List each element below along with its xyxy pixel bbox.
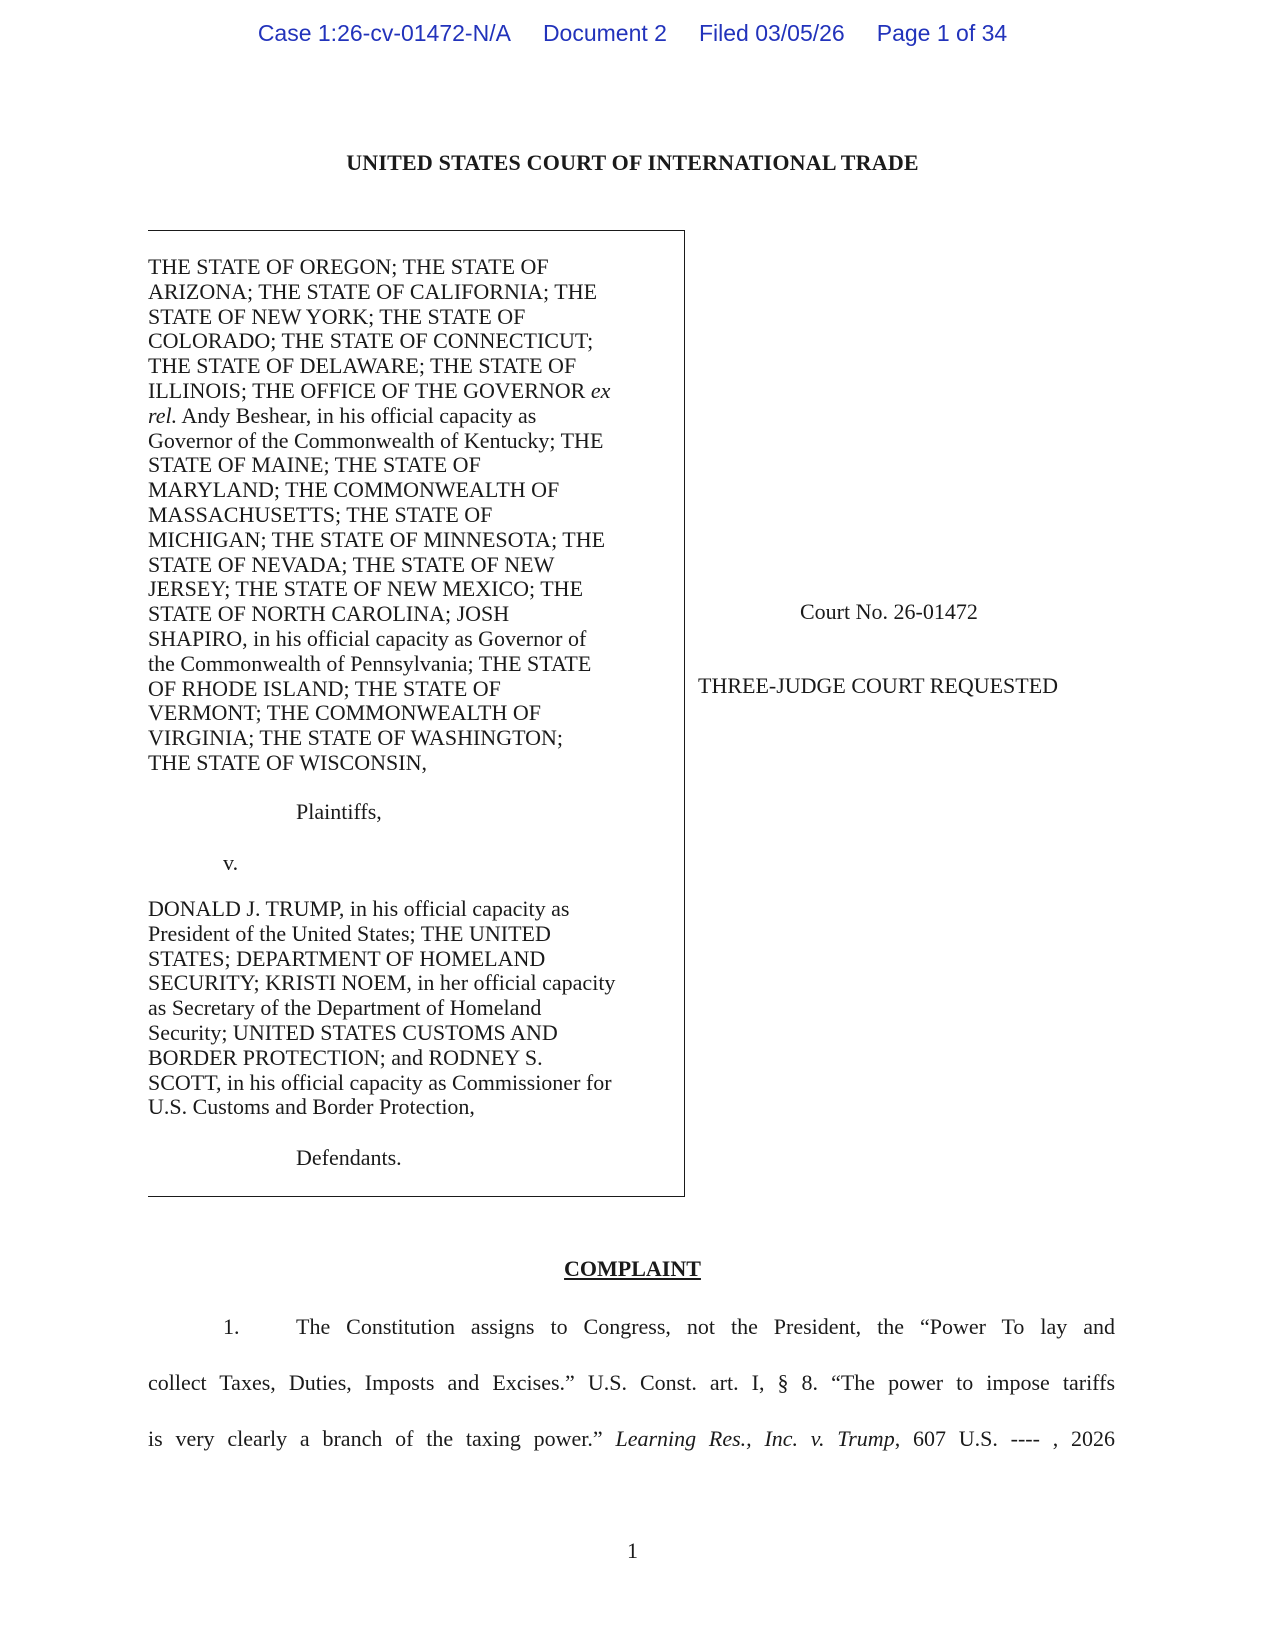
plaintiff-line: Governor of the Commonwealth of Kentucky; THE bbox=[148, 427, 604, 453]
three-judge-request: THREE-JUDGE COURT REQUESTED bbox=[698, 673, 1059, 698]
paragraph-line: collect Taxes, Duties, Imposts and Excises.” U.S. Const. art. I, § 8. “The power to impose tariffs bbox=[148, 1370, 1115, 1395]
defendant-line: SCOTT, in his official capacity as Commissioner for bbox=[148, 1069, 612, 1095]
plaintiff-line: ILLINOIS; THE OFFICE OF THE GOVERNOR ex bbox=[148, 377, 611, 403]
plaintiff-line: THE STATE OF OREGON; THE STATE OF bbox=[148, 254, 549, 279]
plaintiff-line: MASSACHUSETTS; THE STATE OF bbox=[148, 501, 493, 527]
paragraph-number: 1. bbox=[223, 1314, 240, 1339]
paragraph-line: The Constitution assigns to Congress, not the President, the “Power To lay and bbox=[296, 1314, 1115, 1339]
case-caption-box bbox=[148, 230, 685, 1197]
defendants-label: Defendants. bbox=[296, 1145, 402, 1170]
plaintiffs-label: Plaintiffs, bbox=[296, 799, 382, 824]
plaintiff-line: STATE OF NORTH CAROLINA; JOSH bbox=[148, 601, 510, 627]
plaintiff-line: THE STATE OF WISCONSIN, bbox=[148, 749, 427, 775]
plaintiff-line: VERMONT; THE COMMONWEALTH OF bbox=[148, 700, 541, 726]
plaintiff-line: the Commonwealth of Pennsylvania; THE STATE bbox=[148, 650, 592, 676]
plaintiff-line: rel. Andy Beshear, in his official capacity as bbox=[148, 402, 537, 428]
plaintiff-line: STATE OF NEW YORK; THE STATE OF bbox=[148, 303, 526, 329]
plaintiff-line: JERSEY; THE STATE OF NEW MEXICO; THE bbox=[148, 576, 584, 602]
defendants-list bbox=[148, 897, 678, 1120]
defendant-line: SECURITY; KRISTI NOEM, in her official capacity bbox=[148, 970, 616, 996]
document-number: Document 2 bbox=[542, 20, 667, 46]
plaintiff-line: MICHIGAN; THE STATE OF MINNESOTA; THE bbox=[148, 526, 606, 552]
defendant-line: U.S. Customs and Border Protection, bbox=[148, 1094, 475, 1120]
plaintiff-line: MARYLAND; THE COMMONWEALTH OF bbox=[148, 477, 560, 503]
plaintiff-line: SHAPIRO, in his official capacity as Governor of bbox=[148, 625, 587, 651]
defendant-line: STATES; DEPARTMENT OF HOMELAND bbox=[148, 945, 546, 971]
defendant-line: Security; UNITED STATES CUSTOMS AND bbox=[148, 1019, 558, 1045]
defendant-line: President of the United States; THE UNITED bbox=[148, 920, 551, 946]
plaintiff-line: ARIZONA; THE STATE OF CALIFORNIA; THE bbox=[148, 278, 598, 304]
plaintiff-line: STATE OF MAINE; THE STATE OF bbox=[148, 452, 481, 478]
paragraph-line: is very clearly a branch of the taxing power.” Learning Res., Inc. v. Trump, 607 U.S. ---- , 2026 bbox=[148, 1426, 1116, 1451]
court-title: UNITED STATES COURT OF INTERNATIONAL TRADE bbox=[346, 150, 919, 175]
ecf-header-stamp bbox=[0, 20, 1265, 47]
filed-date: Filed 03/05/26 bbox=[698, 20, 845, 46]
page-count: Page 1 of 34 bbox=[876, 20, 1008, 46]
plaintiff-line: OF RHODE ISLAND; THE STATE OF bbox=[148, 675, 501, 701]
court-number: Court No. 26-01472 bbox=[800, 599, 978, 624]
plaintiff-line: VIRGINIA; THE STATE OF WASHINGTON; bbox=[148, 725, 564, 751]
plaintiff-line: THE STATE OF DELAWARE; THE STATE OF bbox=[148, 353, 577, 379]
defendant-line: BORDER PROTECTION; and RODNEY S. bbox=[148, 1044, 543, 1070]
plaintiff-line: COLORADO; THE STATE OF CONNECTICUT; bbox=[148, 328, 594, 354]
versus-label: v. bbox=[223, 850, 239, 875]
plaintiffs-list bbox=[148, 255, 678, 776]
defendant-line: DONALD J. TRUMP, in his official capacity as bbox=[148, 896, 570, 921]
case-number: Case 1:26-cv-01472-N/A bbox=[257, 20, 511, 46]
page-number: 1 bbox=[627, 1538, 638, 1563]
plaintiff-line: STATE OF NEVADA; THE STATE OF NEW bbox=[148, 551, 555, 577]
case-citation: Learning Res., Inc. v. Trump bbox=[615, 1426, 895, 1451]
complaint-heading: COMPLAINT bbox=[564, 1256, 701, 1281]
defendant-line: as Secretary of the Department of Homeland bbox=[148, 995, 542, 1021]
